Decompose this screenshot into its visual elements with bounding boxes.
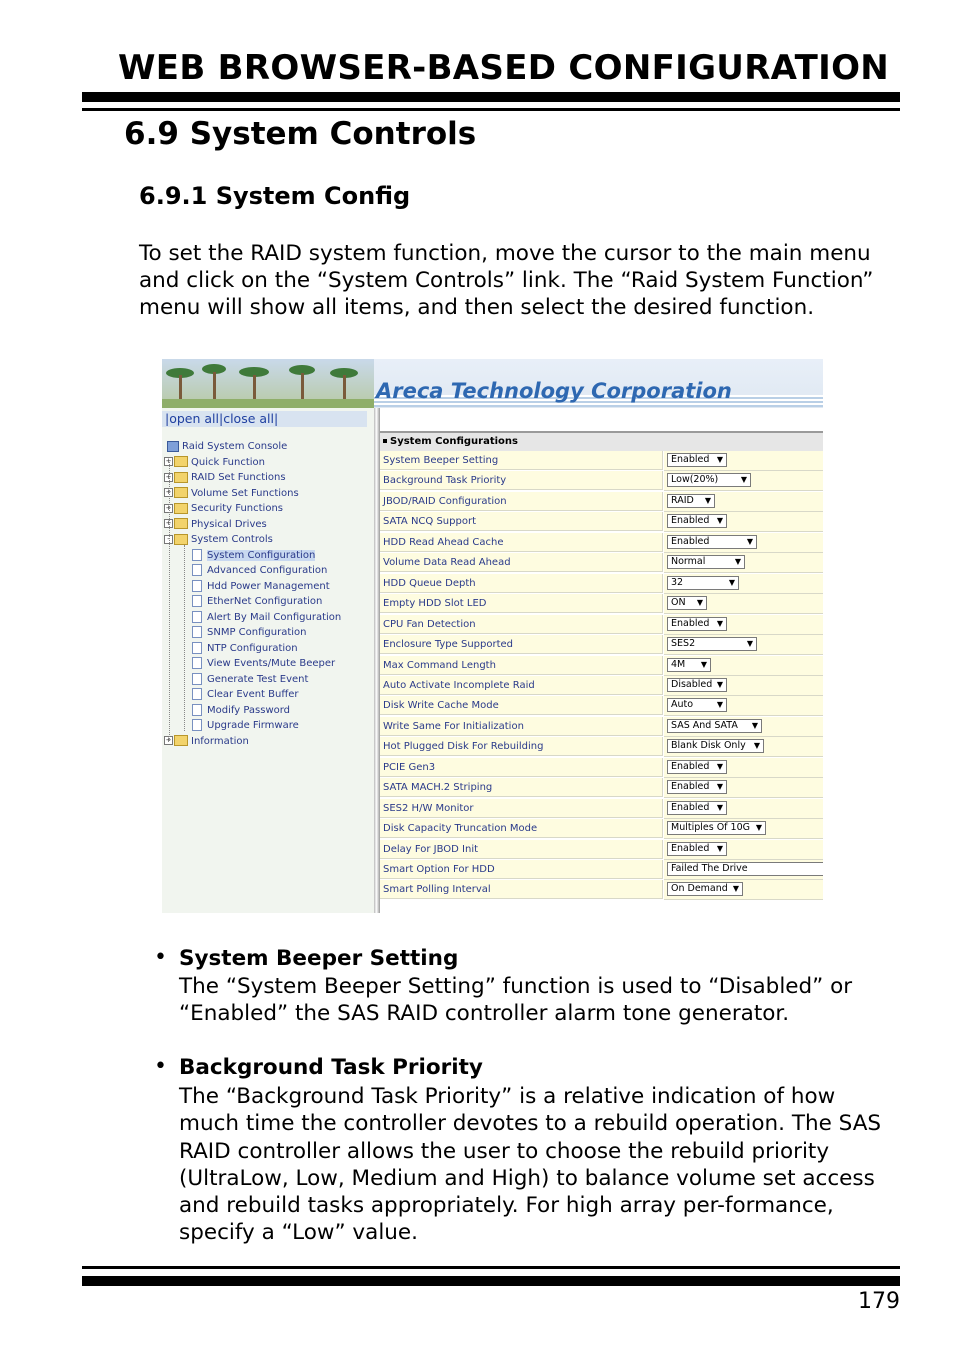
- config-row-value-cell: [664, 778, 823, 798]
- tree-item[interactable]: [192, 611, 341, 624]
- expand-icon[interactable]: +: [165, 488, 172, 496]
- config-select[interactable]: [667, 555, 745, 569]
- page-icon: [192, 719, 202, 731]
- config-select-value: Enabled: [671, 801, 710, 813]
- tree-item-label[interactable]: View Events/Mute Beeper: [207, 658, 336, 669]
- config-select[interactable]: [667, 514, 727, 528]
- tree-item-label[interactable]: System Configuration: [207, 549, 316, 561]
- config-select[interactable]: [667, 453, 727, 467]
- config-row-value-cell: [664, 451, 823, 471]
- tree-item[interactable]: [192, 595, 322, 608]
- config-row-value-cell: [664, 553, 823, 573]
- tree-item[interactable]: [164, 440, 287, 453]
- config-row-value-cell: [664, 533, 823, 553]
- config-row: [380, 799, 823, 818]
- tree-item[interactable]: [192, 626, 306, 639]
- config-select[interactable]: [667, 882, 743, 896]
- config-select-value: Normal: [671, 556, 706, 568]
- config-select-value: SES2: [671, 638, 696, 650]
- config-select[interactable]: [667, 576, 739, 590]
- page-icon: [192, 688, 202, 700]
- header-rule-thin: [82, 108, 900, 111]
- config-row-label: Background Task Priority: [380, 471, 663, 490]
- dropdown-arrow-icon[interactable]: ▼: [696, 598, 703, 608]
- company-name: Areca Technology Corporation: [376, 379, 732, 403]
- config-row-label: Delay For JBOD Init: [380, 840, 663, 859]
- config-select-value: Enabled: [671, 515, 710, 527]
- config-select[interactable]: [667, 658, 711, 672]
- navigation-pane: [162, 408, 374, 913]
- tree-item[interactable]: [192, 704, 290, 717]
- tree-item[interactable]: [164, 735, 249, 748]
- config-row-label: SATA NCQ Support: [380, 512, 663, 531]
- config-select[interactable]: [667, 698, 727, 712]
- dropdown-arrow-icon[interactable]: ▼: [716, 516, 723, 526]
- config-select-value: 32: [671, 576, 684, 588]
- dropdown-arrow-icon[interactable]: ▼: [753, 741, 760, 751]
- tree-item-label[interactable]: Physical Drives: [191, 518, 267, 530]
- page-icon: [192, 564, 202, 576]
- config-row: [380, 594, 823, 613]
- config-row-label: CPU Fan Detection: [380, 615, 663, 634]
- config-select[interactable]: [667, 678, 727, 692]
- bullet-dot: •: [154, 945, 167, 970]
- config-select-value: Enabled: [671, 842, 710, 854]
- page-icon: [192, 673, 202, 685]
- config-row-label: Enclosure Type Supported: [380, 635, 663, 654]
- page-icon: [192, 704, 202, 716]
- bullet-dot: •: [154, 1054, 167, 1079]
- config-row-value-cell: [664, 819, 823, 839]
- config-select[interactable]: [667, 719, 762, 733]
- config-select-value: Low(20%): [671, 474, 719, 486]
- config-select[interactable]: [667, 637, 757, 651]
- config-row-value-cell: [664, 594, 823, 614]
- config-row-label: Smart Option For HDD: [380, 860, 663, 879]
- tree-item-label[interactable]: Information: [191, 735, 249, 747]
- computer-icon: [167, 441, 179, 452]
- config-row: [380, 778, 823, 797]
- tree-item-label[interactable]: Advanced Configuration: [207, 565, 328, 576]
- dropdown-arrow-icon[interactable]: ▼: [716, 761, 723, 771]
- config-row-value-cell: [664, 737, 823, 757]
- config-row-value-cell: [664, 758, 823, 778]
- config-header-label: System Configurations: [390, 436, 518, 447]
- tree-item[interactable]: [164, 456, 265, 469]
- tree-item[interactable]: [192, 657, 335, 670]
- page-icon: [192, 611, 202, 623]
- tree-item-label[interactable]: RAID Set Functions: [191, 472, 286, 483]
- tree-item[interactable]: [164, 533, 273, 546]
- config-select-value: Multiples Of 10G: [671, 822, 750, 834]
- folder-icon: [174, 456, 188, 467]
- config-row-label: HDD Queue Depth: [380, 574, 663, 593]
- config-select-value: Blank Disk Only: [671, 740, 746, 752]
- tree-item-label[interactable]: Quick Function: [191, 456, 265, 468]
- page-icon: [192, 642, 202, 654]
- folder-icon: [174, 487, 188, 498]
- dropdown-arrow-icon[interactable]: ▼: [716, 782, 723, 792]
- tree-item[interactable]: [164, 471, 286, 484]
- tree-item-label[interactable]: Raid System Console: [182, 441, 288, 452]
- page-icon: [192, 626, 202, 638]
- page-icon: [192, 549, 202, 561]
- config-select[interactable]: [667, 862, 823, 876]
- tree-item-label[interactable]: Hdd Power Management: [207, 580, 330, 592]
- config-header: [380, 431, 823, 451]
- banner: [162, 359, 823, 408]
- tree-item-label[interactable]: Upgrade Firmware: [207, 720, 299, 731]
- config-row: [380, 451, 823, 470]
- config-select[interactable]: [667, 760, 727, 774]
- config-row-value-cell: [664, 717, 823, 737]
- expand-icon[interactable]: +: [165, 503, 172, 512]
- config-row: [380, 819, 823, 838]
- dropdown-arrow-icon[interactable]: ▼: [716, 843, 723, 853]
- config-row-label: Hot Plugged Disk For Rebuilding: [380, 737, 663, 756]
- config-row-value-cell: [664, 615, 823, 635]
- config-row: [380, 471, 823, 490]
- folder-icon: [174, 735, 188, 746]
- config-row-value-cell: [664, 492, 823, 512]
- config-select[interactable]: [667, 780, 727, 794]
- tree-item[interactable]: [192, 673, 308, 686]
- config-row-label: PCIE Gen3: [380, 758, 663, 777]
- expand-icon[interactable]: +: [165, 736, 172, 744]
- config-row: [380, 635, 823, 654]
- config-row-value-cell: [664, 860, 823, 880]
- config-pane: [380, 408, 823, 913]
- config-select-value: ON: [671, 597, 686, 609]
- config-row: [380, 880, 823, 899]
- dropdown-arrow-icon[interactable]: ▼: [716, 679, 723, 689]
- config-row-label: JBOD/RAID Configuration: [380, 492, 663, 511]
- open-close-all-links[interactable]: |open all|close all|: [162, 411, 367, 427]
- config-select-value: Enabled: [671, 781, 710, 793]
- config-row-label: Disk Capacity Truncation Mode: [380, 819, 663, 838]
- collapse-icon[interactable]: -: [164, 535, 173, 544]
- palm-trees-image: [162, 359, 374, 408]
- config-row-label: Smart Polling Interval: [380, 880, 663, 899]
- tree-item-label[interactable]: Generate Test Event: [207, 673, 309, 685]
- config-row: [380, 860, 823, 879]
- config-select-value: Enabled: [671, 617, 710, 629]
- page-header-title: WEB BROWSER-BASED CONFIGURATION: [118, 48, 890, 88]
- config-row-label: Max Command Length: [380, 656, 663, 675]
- tree-item[interactable]: [192, 719, 299, 732]
- tree-item[interactable]: [192, 688, 299, 701]
- config-row: [380, 512, 823, 531]
- dropdown-arrow-icon[interactable]: ▼: [751, 720, 758, 730]
- bullet-square-icon: [383, 439, 387, 443]
- config-row-value-cell: [664, 471, 823, 491]
- intro-paragraph: To set the RAID system function, move the cursor to the main menu and click on the “System Controls” link. The “Raid System Function” menu will show all items, and then select the desired function.: [139, 241, 874, 320]
- bullet-title-task-priority: Background Task Priority: [179, 1055, 483, 1080]
- tree-item-label[interactable]: Modify Password: [207, 704, 291, 716]
- tree-item[interactable]: [164, 518, 267, 531]
- config-select[interactable]: [667, 842, 727, 856]
- config-row: [380, 840, 823, 859]
- config-select[interactable]: [667, 535, 757, 549]
- dropdown-arrow-icon[interactable]: ▼: [740, 475, 747, 485]
- config-select-value: Enabled: [671, 760, 710, 772]
- page-icon: [192, 657, 202, 669]
- config-row-value-cell: [664, 676, 823, 696]
- section-title: 6.9 System Controls: [124, 116, 477, 152]
- dropdown-arrow-icon[interactable]: ▼: [716, 700, 723, 710]
- config-row-value-cell: [664, 512, 823, 532]
- bullet-title-beeper: System Beeper Setting: [179, 946, 459, 971]
- tree-item-label[interactable]: SNMP Configuration: [207, 627, 307, 638]
- config-select-value: Failed The Drive: [671, 863, 748, 874]
- tree-item-label[interactable]: Security Functions: [191, 503, 283, 514]
- tree-item[interactable]: [192, 580, 330, 593]
- folder-icon: [174, 518, 188, 529]
- config-row: [380, 533, 823, 552]
- dropdown-arrow-icon[interactable]: ▼: [732, 884, 739, 894]
- dropdown-arrow-icon[interactable]: ▼: [755, 823, 762, 833]
- config-row-value-cell: [664, 656, 823, 676]
- config-row-value-cell: [664, 880, 823, 900]
- expand-icon[interactable]: +: [165, 519, 172, 527]
- config-select-value: Disabled: [671, 678, 713, 690]
- config-select[interactable]: [667, 801, 727, 815]
- config-row-label: Empty HDD Slot LED: [380, 594, 663, 613]
- config-row-label: Write Same For Initialization: [380, 717, 663, 736]
- web-ui-screenshot: [162, 359, 823, 913]
- tree-item[interactable]: [164, 502, 283, 515]
- bullet-text-beeper: The “System Beeper Setting” function is used to “Disabled” or “Enabled” the SAS RAID controller alarm tone generator.: [179, 974, 853, 1027]
- config-row-label: Disk Write Cache Mode: [380, 696, 663, 715]
- dropdown-arrow-icon[interactable]: ▼: [734, 557, 741, 567]
- config-row: [380, 676, 823, 695]
- config-row-label: HDD Read Ahead Cache: [380, 533, 663, 552]
- dropdown-arrow-icon[interactable]: ▼: [704, 495, 711, 505]
- config-row: [380, 656, 823, 675]
- expand-icon[interactable]: +: [165, 472, 172, 481]
- dropdown-arrow-icon[interactable]: ▼: [700, 659, 707, 669]
- footer-rule-thin: [82, 1276, 900, 1286]
- tree-connector: [169, 462, 170, 741]
- folder-open-icon: [174, 534, 188, 545]
- config-select-value: Enabled: [671, 454, 710, 465]
- config-row-value-cell: [664, 799, 823, 819]
- config-select[interactable]: [667, 739, 764, 753]
- config-row: [380, 574, 823, 593]
- bullet-text-task-priority: The “Background Task Priority” is a relative indication of how much time the controller devotes to a rebuild operation. The SAS RAID controller allows the user to choose the rebuild priority (UltraLow, Low, Medium and High) to balance volume set access and rebuild tasks appropriately. For high array per-formance, specify a “Low” value.: [179, 1084, 882, 1246]
- dropdown-arrow-icon[interactable]: ▼: [728, 577, 735, 587]
- config-select-value: 4M: [671, 658, 686, 670]
- tree-item-label[interactable]: EtherNet Configuration: [207, 596, 323, 607]
- tree-item[interactable]: [192, 642, 298, 655]
- config-row-label: System Beeper Setting: [380, 451, 663, 470]
- config-row: [380, 696, 823, 715]
- config-row-label: Auto Activate Incomplete Raid: [380, 676, 663, 695]
- dropdown-arrow-icon[interactable]: ▼: [746, 536, 753, 546]
- tree-item-label[interactable]: NTP Configuration: [207, 642, 298, 654]
- config-row-label: Volume Data Read Ahead: [380, 553, 663, 572]
- config-row-value-cell: [664, 696, 823, 716]
- config-row: [380, 717, 823, 736]
- page-icon: [192, 595, 202, 607]
- tree-item[interactable]: [192, 564, 327, 577]
- tree-item[interactable]: [164, 487, 299, 500]
- dropdown-arrow-icon[interactable]: ▼: [716, 455, 723, 464]
- config-select[interactable]: [667, 473, 751, 487]
- config-row-value-cell: [664, 840, 823, 860]
- footer-rule-thick: [82, 1266, 900, 1269]
- config-select[interactable]: [667, 821, 766, 835]
- config-select-value: SAS And SATA: [671, 719, 738, 731]
- tree-connector: [184, 545, 185, 731]
- dropdown-arrow-icon[interactable]: ▼: [716, 618, 723, 628]
- config-row-label: SES2 H/W Monitor: [380, 799, 663, 818]
- config-select-value: RAID: [671, 494, 694, 506]
- tree-item-label[interactable]: Alert By Mail Configuration: [207, 611, 342, 623]
- tree-item[interactable]: [192, 549, 315, 562]
- config-row-value-cell: [664, 635, 823, 655]
- folder-icon: [174, 503, 188, 514]
- config-row: [380, 492, 823, 511]
- config-select-value: On Demand: [671, 883, 728, 895]
- page-number: 179: [858, 1289, 900, 1314]
- config-row-value-cell: [664, 574, 823, 594]
- dropdown-arrow-icon[interactable]: ▼: [746, 639, 753, 649]
- config-row-label: SATA MACH.2 Striping: [380, 778, 663, 797]
- config-select[interactable]: [667, 596, 707, 610]
- header-rule-thick: [82, 92, 900, 102]
- config-row: [380, 758, 823, 777]
- config-select[interactable]: [667, 617, 727, 631]
- dropdown-arrow-icon[interactable]: ▼: [716, 802, 723, 812]
- config-row: [380, 737, 823, 756]
- expand-icon[interactable]: +: [165, 457, 172, 465]
- folder-icon: [174, 472, 188, 483]
- config-select-value: Enabled: [671, 535, 710, 547]
- page-icon: [192, 580, 202, 592]
- tree-item-label[interactable]: Volume Set Functions: [191, 487, 299, 499]
- config-select[interactable]: [667, 494, 715, 508]
- config-row: [380, 615, 823, 634]
- config-select-value: Auto: [671, 699, 694, 711]
- tree-item-label[interactable]: Clear Event Buffer: [207, 689, 299, 700]
- subsection-title: 6.9.1 System Config: [139, 182, 411, 210]
- config-row: [380, 553, 823, 572]
- tree-item-label[interactable]: System Controls: [191, 534, 273, 545]
